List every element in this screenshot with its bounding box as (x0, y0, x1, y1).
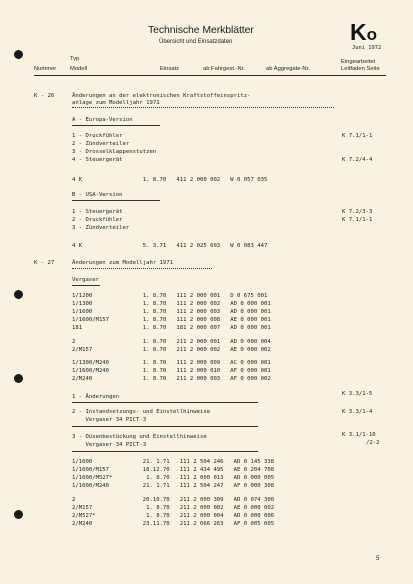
leitfaden-ref: K 7.1/1-1 (342, 217, 373, 223)
data-row: 4 K 5. 3.71 411 2 025 603 W 0 083 447 (72, 243, 268, 249)
logo-letter-o: o (366, 25, 378, 44)
data-row: 1/1300/M240 1. 8.70 111 2 000 009 AC 0 000 001 (72, 360, 271, 366)
entry-line: 1 - Änderungen (72, 394, 120, 400)
data-row: 1/1600/M157 18.12.70 111 2 434 495 AE 0 204 708 (72, 467, 275, 473)
entry-line: 2 - Zündverteiler (72, 141, 130, 147)
header-divider (34, 75, 386, 76)
data-row: 2 20.10.70 211 2 000 309 AD 0 074 300 (72, 497, 275, 503)
data-row: 2/M240 1. 8.70 211 2 000 003 AF 0 000 002 (72, 376, 271, 382)
section-divider (72, 402, 258, 403)
punch-hole (14, 374, 23, 383)
entry-line: Vergaser (72, 277, 99, 283)
data-row: 1/1600/M157 1. 8.70 111 2 000 008 AE 0 000 001 (72, 317, 271, 323)
entry-line: 1 - Druckfühler (72, 133, 123, 139)
punch-hole (14, 290, 23, 299)
data-row: 181 1. 8.70 181 2 000 007 AD 0 000 001 (72, 325, 271, 331)
col-leitfaden: Leitfaden Seite (341, 66, 380, 72)
entry-line: Vergaser 34 PICT-3 (72, 442, 147, 448)
leitfaden-ref: K 7.2/3-3 (342, 209, 373, 215)
entry-line: 4 - Steuergerät (72, 157, 123, 163)
col-typ: Typ (70, 56, 80, 62)
data-row: 2/M240 23.11.70 211 2 066 263 AF 0 005 005 (72, 521, 275, 527)
page-subtitle: Übersicht und Einsatzdaten (159, 39, 233, 45)
entry-line: Vergaser 34 PICT-3 (72, 417, 147, 423)
col-modell: Modell (70, 66, 88, 72)
page-title: Technische Merkblätter (148, 24, 254, 36)
heading-underline (72, 268, 212, 269)
data-row: 2/M157 1. 8.70 211 2 000 002 AE 0 000 002 (72, 347, 271, 353)
issue-date: Juni 1972 (352, 45, 382, 51)
section-divider (72, 451, 258, 452)
col-einsatz: Einsatz (160, 66, 180, 72)
leitfaden-ref: K 3.3/1-5 (342, 391, 373, 397)
entry-number: K - 27 (34, 260, 55, 266)
col-eingearbeitet: Eingearbeitet (341, 59, 376, 65)
leitfaden-ref: K 3.3/1-4 (342, 409, 373, 415)
logo-letter-k: K (350, 19, 367, 45)
col-nummer: Nummer (34, 66, 57, 72)
leitfaden-ref: /2-2 (366, 440, 380, 446)
punch-hole (14, 50, 23, 59)
data-row: 1/1600/M527* 1. 8.70 111 2 000 013 AD 0 000 005 (72, 475, 275, 481)
data-row: 2/M157 1. 8.70 211 2 000 002 AE 0 000 002 (72, 505, 275, 511)
col-aggregate: ab Aggregate-Nr. (266, 66, 310, 72)
data-row: 1/1600 1. 8.70 111 2 000 003 AD 0 000 001 (72, 309, 271, 315)
entry-line: 3 - Düsenbestückung und Einstellhinweise (72, 434, 207, 440)
punch-hole (14, 510, 23, 519)
leitfaden-ref: K 7.2/4-4 (342, 157, 373, 163)
entry-line: Änderungen an der elektronischen Kraftstoffeinspritz- (72, 93, 251, 99)
entry-line: B - USA-Version (72, 192, 123, 198)
entry-line: A - Europa-Version (72, 117, 133, 123)
entry-line: Änderungen zum Modelljahr 1971 (72, 260, 174, 266)
entry-line: anlage zum Modelljahr 1971 (72, 100, 160, 106)
data-row: 1/1600 21. 1.71 111 2 504 246 AD 0 145 338 (72, 459, 275, 465)
section-divider (72, 426, 258, 427)
entry-line: 1 - Steuergerät (72, 209, 123, 215)
section-logo (350, 19, 377, 46)
data-row: 4 K 1. 8.70 411 2 000 002 W 0 057 035 (72, 177, 268, 183)
heading-underline (72, 125, 160, 126)
leitfaden-ref: K 7.1/1-1 (342, 133, 373, 139)
page-number: 5 (376, 556, 380, 562)
data-row: 1/1600/M240 21. 1.71 111 2 504 247 AF 0 000 308 (72, 483, 275, 489)
data-row: 2/M527* 1. 8.70 211 2 000 004 AD 0 000 006 (72, 513, 275, 519)
entry-line: 2 - Instandsetzungs- und Einstellhinweise (72, 409, 211, 415)
data-row: 2 1. 8.70 211 2 000 001 AD 0 000 004 (72, 339, 271, 345)
entry-line: 2 - Druckfühler (72, 217, 123, 223)
entry-number: K - 26 (34, 93, 55, 99)
heading-underline (72, 107, 334, 108)
leitfaden-ref: K 3.1/1-10 (342, 432, 376, 438)
col-fahrgest: ab Fahrgest.-Nr. (203, 66, 245, 72)
data-row: 1/1300 1. 8.70 111 2 000 002 AD 0 000 001 (72, 301, 271, 307)
heading-underline (72, 285, 100, 286)
data-row: 1/1200 1. 8.70 111 2 000 001 D 0 675 001 (72, 293, 268, 299)
data-row: 1/1600/M240 1. 8.70 111 2 000 010 AF 0 000 001 (72, 368, 271, 374)
entry-line: 3 - Drosselklappenstutzen (72, 149, 157, 155)
heading-underline (72, 200, 160, 201)
entry-line: 3 - Zündverteiler (72, 225, 130, 231)
